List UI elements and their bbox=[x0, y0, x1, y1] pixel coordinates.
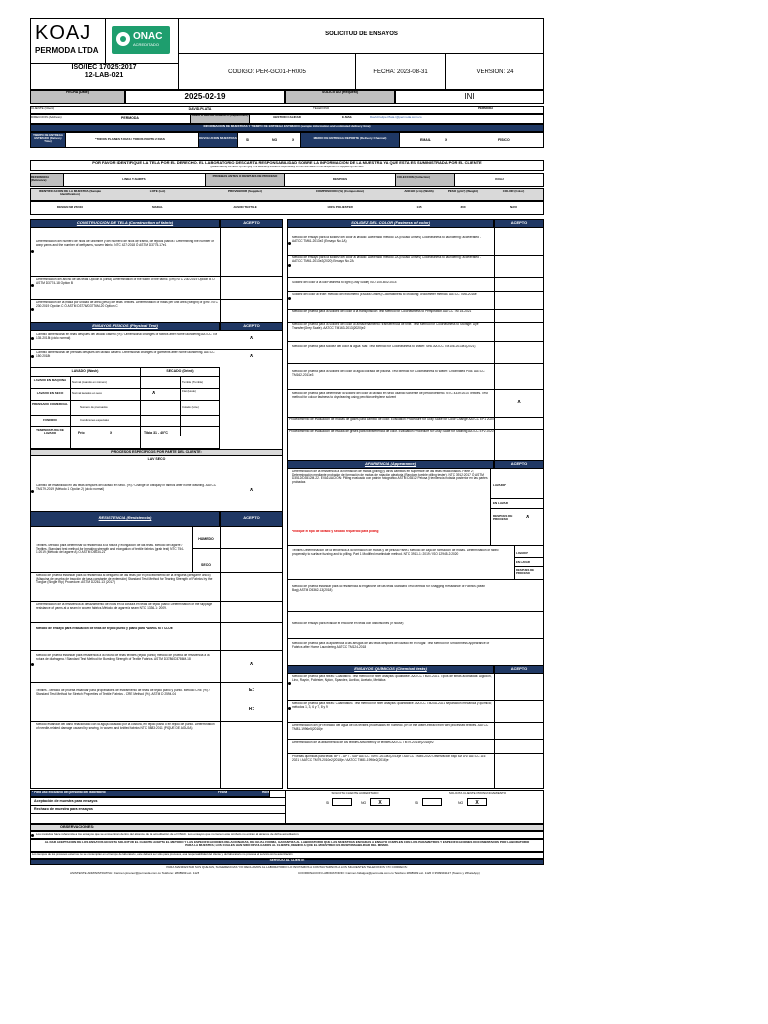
col-proveedor: PROVEEDOR (Supplier) bbox=[227, 190, 262, 193]
cell-lote[interactable]: MADAL bbox=[152, 206, 163, 209]
empresa-field[interactable]: PERMODA bbox=[478, 107, 494, 110]
col-ancho: ANCHO (cm) (Width) bbox=[404, 190, 434, 193]
acepto-solidez: ACEPTO bbox=[510, 221, 528, 225]
acepto-apariencia: ACEPTO bbox=[510, 462, 528, 466]
lavado-label: LAVADO (Wash) bbox=[71, 369, 99, 373]
apariencia-lavado-1: LAVADO* bbox=[493, 484, 507, 487]
pruebas-label: PRUEBAS ANTES O DESPUÉS DE PROCESO bbox=[212, 175, 278, 178]
test-cambio-telas[interactable]: Cambio dimensional en telas después del lavado casero (%) / Dimensional changes of fabrics after home laundering AATCC TM 135-2018t (ciclo normal) bbox=[36, 333, 218, 340]
rechazo-row[interactable]: Rechazo de muestra para ensayos bbox=[34, 807, 93, 811]
acepto-construccion: ACEPTO bbox=[243, 221, 260, 225]
devolucion-no: NO bbox=[272, 138, 278, 142]
asistente-contact[interactable]: ASISTENTE ADMINISTRATIVA: Carmen.jimenez@permoda.com.co Teléfono: 2808999 ext. 1126 bbox=[70, 872, 200, 875]
tiempos-text: Los tiempos de los procesos externos no se contemplan en el tiempo de laboratorio, este deberá ser sólo para procesos, esa responsabilidad del cliente y del laboratorio no procesa el servicio sin la autorización bbox=[32, 853, 293, 856]
lab-hora-label: Hora bbox=[262, 791, 270, 794]
row-fundido: FUNDIDO bbox=[43, 419, 57, 422]
cell-identificacion[interactable]: DESIGN N8 25/010 bbox=[56, 206, 84, 209]
contacto-text: PARA MANIFESTAR SUS QUEJAS, SUGERENCIAS Y/O RECLAMOS AL LABORATORIO LO INVITAMOS A CONTACTARNOS A LOS SIGUIENTES TELÉFONOS Y/O CORREOS: bbox=[166, 866, 408, 869]
coordinacion-contact[interactable]: COORDINACIÓN LABORATORIO: Carmen.hidalgos@permoda.com.co Teléfono 2808999 ext. 1126 3 3509991127 (Teams y WhatsApp) bbox=[298, 872, 480, 875]
test-solidez-frote[interactable]: Solidez del color al frote: método del frotómetro (Escala Grises) Colorfastness to crocking: crockmeter method. AATCC TM8-2016e bbox=[292, 293, 477, 296]
page-title: SOLICITUD DE ENSAYOS bbox=[325, 31, 398, 37]
area-label: ÁREA O DEPARTAMENTO (Department) bbox=[191, 114, 249, 117]
test-deslizamiento[interactable]: Determinación de la resistencia al deslizamiento de hilos en la costura en telas de tejido plano/ Determination of the slippage resistance of yarns at a seam in woven fabrics.Método de agarre/a seam NTC 1336-1: 2009. bbox=[36, 603, 213, 610]
test-ph[interactable]: Determinación del pH extraído del agua de los textiles procesados en húmedo. pH of the water-extract from wet processed textiles. AATCC TM81-1996e5(2016)e bbox=[292, 724, 489, 731]
temp-frio[interactable]: Frío bbox=[78, 431, 85, 435]
test-pique-aguja[interactable]: Método estándar del daño relacionado con la aguja causado por la costura, en tejido plano o en tejido de punto. Determination of needle-related damage caused by sewing, in woven and knitted fabrics NTC 5883:2011 (PIQUE DE AGUJA) bbox=[36, 723, 215, 730]
cell-composicion[interactable]: 100% POLIESTER bbox=[327, 206, 353, 209]
fecha-label: FECHA (Date) bbox=[66, 90, 89, 94]
doc-version: VERSIÓN: 24 bbox=[476, 69, 514, 75]
col-peso: PESO (g/m²) (Weight) bbox=[447, 190, 479, 193]
opt-normal-seco[interactable]: Normal lavados en seco bbox=[72, 392, 103, 395]
test-quimicas-bpt[interactable]: Pruebas químicas para telas: BPT - APT - SAP AATCC TM97-2013e2(2018)e / AATCC TM89-2020 Observación bajo luz UV/ AATCC 116 2021 / AATCC TM79-2010e2(2018)e / AATCC TM81-1996e2(2016)e bbox=[292, 755, 486, 762]
apariencia-heading: APARIENCIA (Appearance) bbox=[364, 462, 417, 466]
iso-standard: ISO/IEC 17025:2017 12-LAB-021 bbox=[71, 64, 137, 79]
acred-no-label: NO bbox=[361, 801, 367, 805]
construccion-heading: CONSTRUCCIÓN DE TELA (Construction of fabric) bbox=[76, 221, 174, 225]
seco-label: SECO bbox=[201, 563, 211, 567]
test-solidez-transpiracion[interactable]: Método de prueba para la solidez del color a la transpiración Test Method for Colorfastness to Perspiration AATCC TM 15-2021 bbox=[292, 310, 472, 313]
opt-condiciones[interactable]: Condiciones especiales bbox=[80, 419, 110, 422]
solicita-pronunciamiento-label: SOLICITA CLIENTE PRONUNCIAMIENTO bbox=[448, 792, 507, 795]
onac-logo: ONAC ACREDITADO bbox=[112, 26, 170, 54]
opt-tumble[interactable]: Tumble (Tumble) bbox=[182, 381, 204, 384]
devolucion-no-check[interactable]: X bbox=[292, 138, 295, 142]
cliente-field[interactable]: DAVID.PLATA bbox=[188, 107, 212, 111]
lab-only-label: * Para uso exclusivo del personal del laboratorio bbox=[32, 791, 106, 794]
observaciones-label: OBSERVACIONES: bbox=[60, 825, 95, 829]
opt-flat[interactable]: Flat (Hook) bbox=[182, 390, 196, 393]
col-lote: LOTE (Lot) bbox=[149, 190, 166, 193]
humedo-label: HÚMEDO bbox=[198, 537, 214, 541]
solicitud-field[interactable]: INI bbox=[464, 92, 475, 101]
fecha-field[interactable]: 2025-02-19 bbox=[184, 92, 226, 101]
solicita-acreditado-label: SOLICITA CLIENTE ACREDITADO bbox=[331, 792, 379, 795]
apariencia-despues-1: DESPUÉS DE PROCESO bbox=[493, 515, 513, 522]
pron-no-box[interactable]: X bbox=[467, 798, 487, 806]
acceptance-text: AL DAR ACEPTACIÓN DE LOS ENSAYOS EN ESTA SOLICITUD EL CLIENTE ACEPTA EL MÉTODO Y LAS ESPECIFICACIONES RELACIONADAS, DE IGUAL FORMA, GARANTIZA AL LABORATORIO QUE LAS MUESTRAS ENVIADAS A ENSAYO CUMPLEN CON LOS PARÁMETROS Y ESPECIFICACIONES DOCUMENTADOS POR LABORATORIO PARA LA MUESTRA; LOS CUALES HAN SIDO DIVULGADOS AL CLIENTE, DEBIDO A QUE EL MUESTREO ES RESPONSABILIDAD DEL MISMO. bbox=[44, 841, 530, 848]
opt-normal[interactable]: Normal (cuando en número) bbox=[72, 381, 107, 384]
coleccion-label: COLECCIÓN (Collection) bbox=[397, 176, 430, 179]
acred-si-label: SI bbox=[326, 801, 330, 805]
secado-label: SECADO (Dried) bbox=[166, 369, 194, 373]
direccion-field[interactable]: PERMODA bbox=[121, 116, 139, 120]
test-solidez-2a[interactable]: Método de ensayo para la solidez del color al lavado: Acelerado método 2A (Escala Grises) Colorfastness to laundering: accelerated - AATCC TM61-2013e2(2020) Ensayo No.2A bbox=[292, 256, 481, 263]
form-sheet bbox=[30, 18, 544, 875]
test-estallido[interactable]: Método de prueba estándar para resistencia a la rotura de telas textiles (tejido punto) método de prueba de resistencia a la rotura de diafragma / Standard Test Method for Bursting Strength of Textile Fabrics. ASTM D3786/D3786M-18 bbox=[36, 654, 210, 661]
procesos-heading: PROCESOS ESPECÍFICOS POR PARTE DEL CLIENTE: bbox=[111, 450, 202, 454]
pilling-note: *Indique el tipo de lavado y secado requerido para pilling bbox=[292, 530, 379, 533]
area-field[interactable]: GESTIÓN CALIDAD bbox=[273, 116, 301, 119]
field-elongacion[interactable]: E: bbox=[249, 688, 254, 693]
test-solidez-almacenamiento[interactable]: Método de prueba para la solidez del color al almacenamiento: transferencia de tinte. Test Method for Colorfastness to Storage: Dye Transfer(Grey Scale). AATCC TM163-2013(2020)e2 bbox=[292, 323, 479, 330]
temperatura-label: TEMPERATURA DE LAVADO bbox=[36, 429, 64, 436]
observaciones-text: Los métodos hace referencia a los ensayos que se encuentran dentro del alcance de la acreditación de el ONAC. Los ensayos que no tienen este símbolo no entran al alcance de dicha acreditación. bbox=[36, 833, 300, 836]
proc-escala-transferencia: Procedimiento de evaluación de escala de grises para transferencia de color. Evaluation Procedure for Gray Scale for Staining AATCC EP2 2020 bbox=[289, 430, 494, 433]
telefono-label: TELÉFONO bbox=[313, 107, 330, 110]
doc-code: CÓDIGO: PER-GC01-FR005 bbox=[228, 69, 306, 75]
cliente-label: CLIENTE (Client) bbox=[31, 107, 55, 110]
devolucion-label: DEVOLUCIÓN MUESTRAS bbox=[199, 137, 237, 140]
identify-notice-sub: (please identify the fabric by the right) The laboratory disclaims responsibility on the information of the sample as it is supplied by the client bbox=[210, 166, 364, 168]
test-abric-kit[interactable]: Método de ensayo para evaluación de telas de tejido punto y plano para *ABRIC KIT CLOE bbox=[36, 627, 173, 630]
test-cambio-prendas[interactable]: Cambio dimensional de prendas después del lavado casero. Dimensional changes of garments after home laundering. AATCC 150:2018t bbox=[36, 351, 215, 358]
acepto-fisicos: ACEPTO bbox=[243, 324, 260, 328]
col-composicion: COMPOSICIÓN (%) (Composition) bbox=[315, 190, 365, 193]
pron-si-label: SI bbox=[415, 801, 419, 805]
check-lav-seco[interactable]: X bbox=[249, 488, 254, 493]
identify-notice: POR FAVOR IDENTIFIQUE LA TELA POR EL DERECHO. EL LABORATORIO DESCARTA RESPONSABILIDAD SOBRE LA INFORMACIÓN DE LA MUESTRA YA QUE ESTA ES SUMINISTRADA POR EL CLIENTE bbox=[92, 161, 482, 165]
proc-escala-cambio: Procedimiento de evaluación de mudas de gases para cambio de color. Evaluation Procedure for Gray Scale for Color Change AATCC EP1 2020 bbox=[289, 418, 494, 421]
test-fibras-cuantitativo[interactable]: Método de prueba para fibras: Cuantitativo. Test method for fiber analysis: quantitative. AATCC TM20A-2021 separación mecánica y química; métodos 1, 3, 6 y 7, 8 y 9 bbox=[292, 702, 492, 709]
check-cambio-telas[interactable]: X bbox=[249, 336, 254, 341]
pruebas-field[interactable]: DESPUÉS bbox=[332, 178, 348, 181]
check-apariencia[interactable]: X bbox=[526, 515, 530, 520]
test-arrugas[interactable]: Método de prueba para la apariencia a las arrugas de las telas después del lavado en el hogar. Test Method for Smoothness Appearance of Fabrics after Home Laundering AATCC TM124-2018 bbox=[292, 642, 490, 649]
cell-color[interactable]: NAVI bbox=[510, 206, 517, 209]
test-estiramiento[interactable]: Textiles - Método de prueba estándar para propiedades de estiramiento de telas de tejido plano y punto. Método CRE (%) / Standard Test Method for Stretch Properties of Textile Fabrics - CRE Method (%). ASTM D 2594-04 bbox=[36, 689, 210, 696]
test-lav-seco[interactable]: Cambio de estabilidad en las telas después del lavado en seco. (%) / Change of obliquity in fabrics after home washing. AATCC TM179-2019 (Método 1 Opción 2) (ciclo normal) bbox=[36, 484, 217, 491]
medio-email-check[interactable]: X bbox=[445, 138, 448, 142]
apariencia-despues-2: DESPUÉS DE PROCESO bbox=[516, 569, 535, 576]
referencia-label: REFERENCIA (Reference) bbox=[31, 176, 50, 183]
medio-label: MEDIO DE ENTREGA REPORTE (Delivery Channel) bbox=[313, 137, 387, 140]
acepto-quimicos: ACEPTO bbox=[510, 667, 528, 671]
test-solidez-piscina[interactable]: Método de prueba para la solidez del color al agua clorada de piscina. Test Method for Colorfastness to Water: Chlorinated Pool. AATCC TM162-2011e3 bbox=[292, 370, 485, 377]
resistencia-heading: RESISTENCIA (Resistencia) bbox=[98, 516, 152, 520]
check-frio[interactable]: X bbox=[110, 431, 113, 435]
test-rotura-agarre[interactable]: Textiles. Método para determinar la resistencia a la rotura y elongación de las telas. Método del agarre / Textiles. Standard test method for breaking strength and elongation of textile fabrics (grab test) NTC 754-1:2019 (Método del agarre A) Ó ASTM D5034-21 bbox=[36, 544, 184, 555]
test-hilos[interactable]: Determinación del número de hilos de urdimbre y del número de hilos de trama, de tejidos planos / Determining the number of warp yarns and the number of weftyarns, woven fabric. NTC 427:2018 Ó ASTM D3775-17e1 bbox=[36, 240, 214, 247]
check-lavado-seco[interactable]: X bbox=[152, 391, 156, 396]
cell-peso[interactable]: 300 bbox=[460, 206, 466, 209]
coleccion-field[interactable]: KOAJ bbox=[495, 178, 504, 181]
test-ancho[interactable]: Determinación del ancho de las telas Opción B (cinta) Determination of the width of the fabric. (cm) NTC 230:2019 Opción B Ó ASTM D3774-18 Option B bbox=[36, 278, 215, 285]
row-lavado-maquina: LAVADO EN MÁQUINA bbox=[33, 379, 67, 382]
check-solidez-lavado-seco[interactable]: X bbox=[517, 400, 521, 405]
apariencia-enlavar-2: EN LAVAR bbox=[516, 561, 530, 564]
medio-fisico: FÍSICO bbox=[498, 138, 510, 142]
doc-date: FECHA: 2023-08-31 bbox=[373, 69, 428, 75]
test-masa[interactable]: Determinación de la masa por unidad de área (peso) de telas Textiles. Determination of mass per unit area (weight) of g/m². NTC 230:2019 Opción C Ó ASTM D3776/D3776M-20 Option C bbox=[36, 301, 218, 308]
cell-ancho[interactable]: 145 bbox=[416, 206, 422, 209]
servicio-heading: SERVICIO AL CLIENTE bbox=[269, 859, 305, 862]
koaj-logo: KOAJ PERMODA LTDA bbox=[35, 22, 99, 55]
row-prensado: PRENSADO COMERCIAL bbox=[31, 403, 68, 406]
sample-info-heading: INFORMACIÓN DE MUESTRAS Y TIEMPO DE ENTREGA ESTIMADO (sample information and estimated delivery time) bbox=[203, 125, 371, 128]
lav-seco-heading: LAV SECO bbox=[147, 457, 166, 461]
acred-no-box[interactable]: X bbox=[370, 798, 390, 806]
test-fibras-cualitativo[interactable]: Método de prueba para fibras: Cualitativo. Test method for fiber analysis: qualitative. AATCC TM20-2021. Tipos de fibras acordadas: Algodón, Lino, Rayón, Poliéster, Nylon, Spandex, Acrílico, Acetato, Metálica bbox=[292, 675, 492, 682]
opt-prensados[interactable]: Numero de prensados bbox=[80, 406, 108, 409]
apariencia-lavado-2: LAVADO* bbox=[516, 552, 529, 555]
col-identificacion: IDENTIFICACIÓN DE LA MUESTRA (Sample Identification) bbox=[38, 190, 102, 197]
test-encoche[interactable]: Método de ensayo para evaluar el encoche en telas con distorsiones (ir house) bbox=[292, 622, 404, 625]
acred-si-box[interactable] bbox=[332, 798, 352, 806]
pron-si-box[interactable] bbox=[422, 798, 442, 806]
acepto-resistencia: ACEPTO bbox=[243, 516, 260, 520]
lab-fecha-label: Fecha bbox=[218, 791, 228, 794]
solidez-heading: SOLIDEZ DEL COLOR (Fastness of color) bbox=[351, 221, 430, 225]
email-label: E-MAIL bbox=[342, 116, 353, 119]
tiempo-label: TIEMPO DE ENTREGA ESTIMADO (Delivery Time) bbox=[33, 134, 63, 144]
medio-email: EMAIL bbox=[420, 138, 431, 142]
col-color: COLOR (Color) bbox=[502, 190, 525, 193]
quimicos-heading: ENSAYOS QUÍMICOS (Chemical tests) bbox=[354, 667, 427, 671]
cell-proveedor[interactable]: JASON TEXTILE bbox=[233, 206, 257, 209]
temp-tibia[interactable]: Tibia 31 - 40°C bbox=[144, 431, 168, 435]
pron-no-label: NO bbox=[458, 801, 464, 805]
test-pilling-martindale[interactable]: Textiles Determinación de la tendencia a la formación de motas y de pelusa Parte1 Método de caja de formación de motas. Determination of fabric propensity to surface fuzzing and to pilling. Part 1 Modified martindale method. NTC 3911-1: 2019 / ISO 12945-2:2020 bbox=[292, 549, 499, 556]
opt-colado[interactable]: Colado (Line) bbox=[182, 406, 199, 409]
check-cambio-prendas[interactable]: X bbox=[249, 354, 254, 359]
test-desgarro[interactable]: Método de prueba estándar para la resistencia al desgarro de las telas por el procedimiento de la lengüeta (desgarre único) (Máquina de prueba de tracción de tasa constante de extensión) Standard Test Method for Tearing Strength of Fabrics by the Tongue (Single Rip) Procedure. ASTM D2261-13 (2017) bbox=[36, 574, 213, 585]
test-pilling[interactable]: Determinación de la resistencia a la formación de motas (pilling) y otros cambios en superficie de las telas relacionados. Parte 2: Determinación mediante probador de formación de motas de rotación aleatoria (Random tumble pilling tester). NTC 3912:2017 Ó ASTM D3512/D3512M-22. EVALUACIÓN: Pilling evaluado con patrón fotográfico ASTM D3512 Pelusa y tendencia notada posterior en las partes probadas bbox=[292, 470, 488, 485]
test-absorbencia[interactable]: Determinación de la absorbencia de los textiles Absorbency of textiles AATCC TM79-2014e(2018)e2 bbox=[292, 741, 434, 744]
field-recuperacion[interactable]: R: bbox=[248, 707, 255, 712]
devolucion-si: SI bbox=[246, 138, 250, 142]
fisicos-heading: ENSAYOS FÍSICOS (Physical Test) bbox=[92, 324, 158, 328]
solicitud-label: SOLICITUD (Request) bbox=[322, 90, 358, 94]
row-lavado-seco: LAVADO EN SECO bbox=[36, 392, 64, 395]
test-solidez-1a[interactable]: Método de ensayo para la solidez del color al lavado: Acelerado método 1A (Escala Grises) Colorfastness to laundering: accelerated - AATCC TM61-2013e2 (Ensayo No.1A) bbox=[292, 236, 481, 243]
test-solidez-luz[interactable]: Solidez del color a la luz/Fastness to light (Gray Scale) ISO 105-B02:2014 bbox=[292, 281, 397, 284]
test-enganche[interactable]: Método de prueba estándar para la resistencia al enganche de las telas Standard Test Method for Snagging Resistance of Fabrics (Bean Bag) ASTM D5362-13(2018) bbox=[292, 585, 486, 592]
direccion-label: DIRECCIÓN (Address) bbox=[31, 116, 62, 119]
email-field[interactable]: David.Felipe.Plata.r@permoda.com.co bbox=[370, 116, 422, 119]
referencia-field[interactable]: LINEA T-SHIRTS bbox=[122, 178, 146, 181]
aceptacion-row[interactable]: Aceptación de muestra para ensayos bbox=[34, 799, 98, 803]
tiempo-field[interactable]: *TODOS PLANES 5 DIAS / TODOS PARTE 2 DIAS bbox=[95, 138, 165, 141]
apariencia-enlavar-1: EN LAVAR bbox=[493, 502, 508, 505]
check-estallido[interactable]: X bbox=[249, 662, 254, 667]
test-solidez-mar[interactable]: Método de prueba para solidez del color al agua: Mar. Test Method for Colorfastness to Water: Sea. AATCC TM106-2013e2(2021) bbox=[292, 345, 476, 348]
test-solidez-lavado-seco[interactable]: Método de prueba para determinar la solidez del color al lavado en seco usando solvente de percloroetileno. NTC 4339:2014 Textiles. Test method for colour fastness to drycleaning using perchloroethylene solvent bbox=[292, 392, 488, 399]
